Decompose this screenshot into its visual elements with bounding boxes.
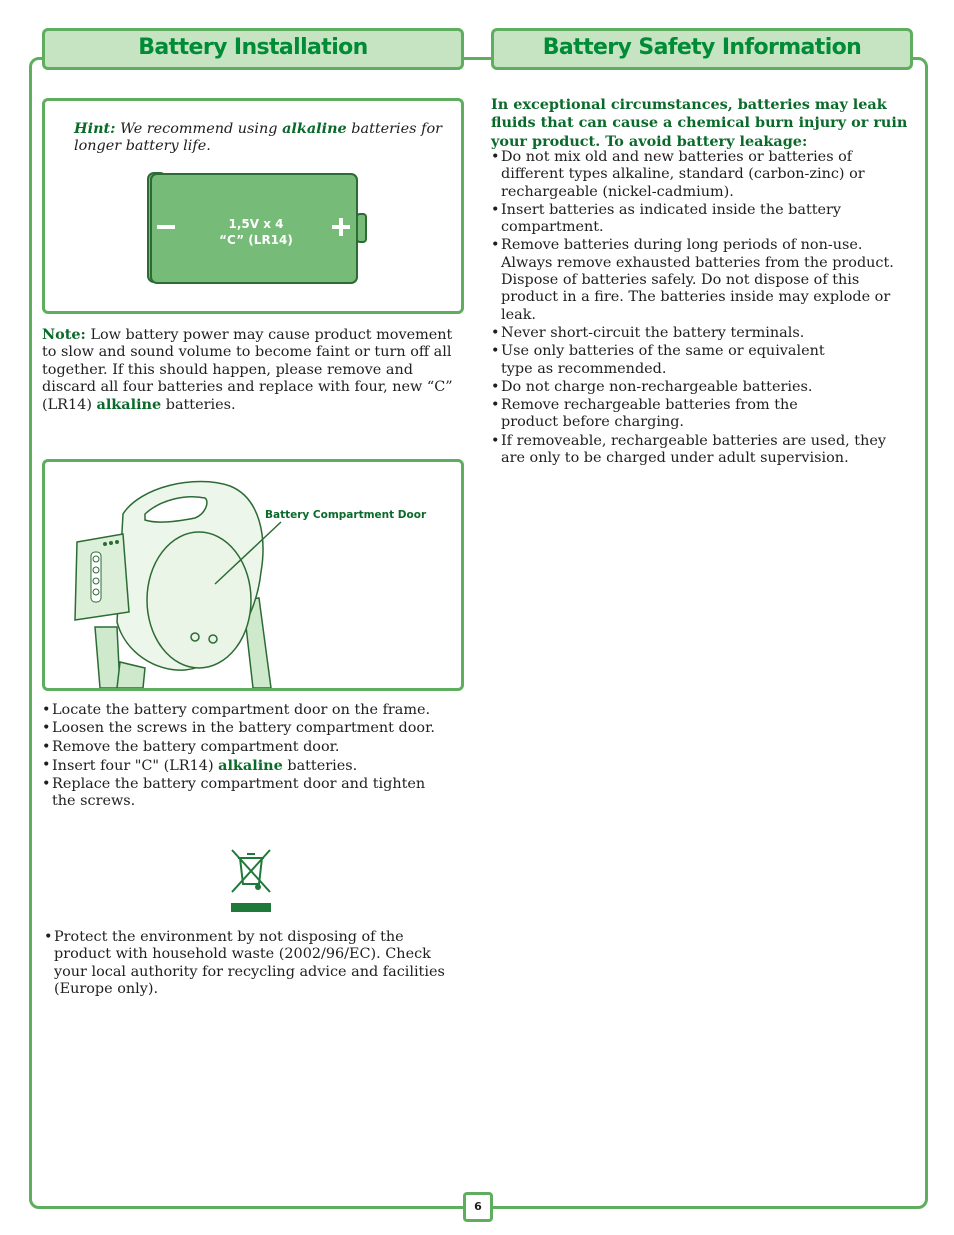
hint-pre: We recommend using [115, 121, 283, 137]
list-item: • Locate the battery compartment door on the frame. [42, 702, 442, 719]
note-bold: alkaline [96, 396, 162, 414]
step4-bold: alkaline [218, 756, 283, 774]
list-item: • Use only batteries of the same or equivalent type as recommended. [491, 343, 914, 378]
list-item: • Remove rechargeable batteries from the product before charging. [491, 397, 914, 432]
crossed-out-wheelie-bin-icon [230, 848, 272, 914]
installation-steps [42, 702, 442, 812]
battery-voltage-label: 1,5V x 4 [228, 217, 284, 231]
list-item: • Insert batteries as indicated inside the battery compartment. [491, 202, 914, 237]
hint-text [74, 120, 444, 156]
battery-installation-title: Battery Installation [138, 35, 368, 60]
environment-note [44, 929, 448, 999]
battery-type-label: “C” (LR14) [219, 233, 293, 247]
note-text: Low battery power may cause product movement to slow and sound volume to become faint or turn off all together. If this should happen, please remove and discard all four batteries and replace with four, new “C” (LR14) [42, 327, 453, 414]
list-item: • Remove batteries during long periods of non-use. Always remove exhausted batteries from the product. Dispose of batteries safely. Do not dispose of this product in a fire. The batteries inside may explode or leak. [491, 237, 914, 323]
safety-intro [491, 96, 911, 151]
list-item: • Replace the battery compartment door and tighten the screws. [42, 776, 442, 811]
list-item: • Remove the battery compartment door. [42, 739, 442, 756]
battery-door-callout: Battery Compartment Door [265, 509, 427, 521]
list-item: • Protect the environment by not disposing of the product with household waste (2002/96/EC). Check your local authority for recycling advice and facilities (Europe only). [44, 929, 448, 998]
step4-pre: Insert four "C" (LR14) [52, 757, 219, 774]
battery-safety-header [491, 28, 913, 70]
hint-box [42, 98, 464, 314]
list-item: • Loosen the screws in the battery compartment door. [42, 720, 442, 737]
page-number: 6 [463, 1192, 493, 1222]
hint-bold: alkaline [282, 120, 347, 137]
hint-label: Hint: [74, 120, 116, 137]
list-item: • If removeable, rechargeable batteries are used, they are only to be charged under adult supervision. [491, 433, 914, 468]
battery-installation-header [42, 28, 464, 70]
battery-icon [146, 171, 358, 286]
note-paragraph [42, 326, 456, 414]
list-item: • Do not charge non-rechargeable batteries. [491, 379, 914, 396]
note-end: batteries. [161, 397, 236, 414]
swing-motor-housing-illustration [45, 462, 461, 688]
list-item: • Do not mix old and new batteries or batteries of different types alkaline, standard (carbon-zinc) or rechargeable (nickel-cadmium). [491, 149, 914, 201]
safety-list [491, 149, 914, 468]
step4-post: batteries. [282, 757, 358, 774]
hint-post: batteries for longer battery life. [74, 121, 442, 155]
safety-intro-text: In exceptional circumstances, batteries may leak fluids that can cause a chemical burn injury or ruin your product. To avoid battery leakage: [491, 96, 908, 150]
list-item: • Never short-circuit the battery terminals. [491, 325, 914, 342]
note-label: Note: [42, 326, 86, 343]
battery-safety-title: Battery Safety Information [542, 35, 862, 60]
illustration-box [42, 459, 464, 691]
list-item [42, 757, 442, 775]
